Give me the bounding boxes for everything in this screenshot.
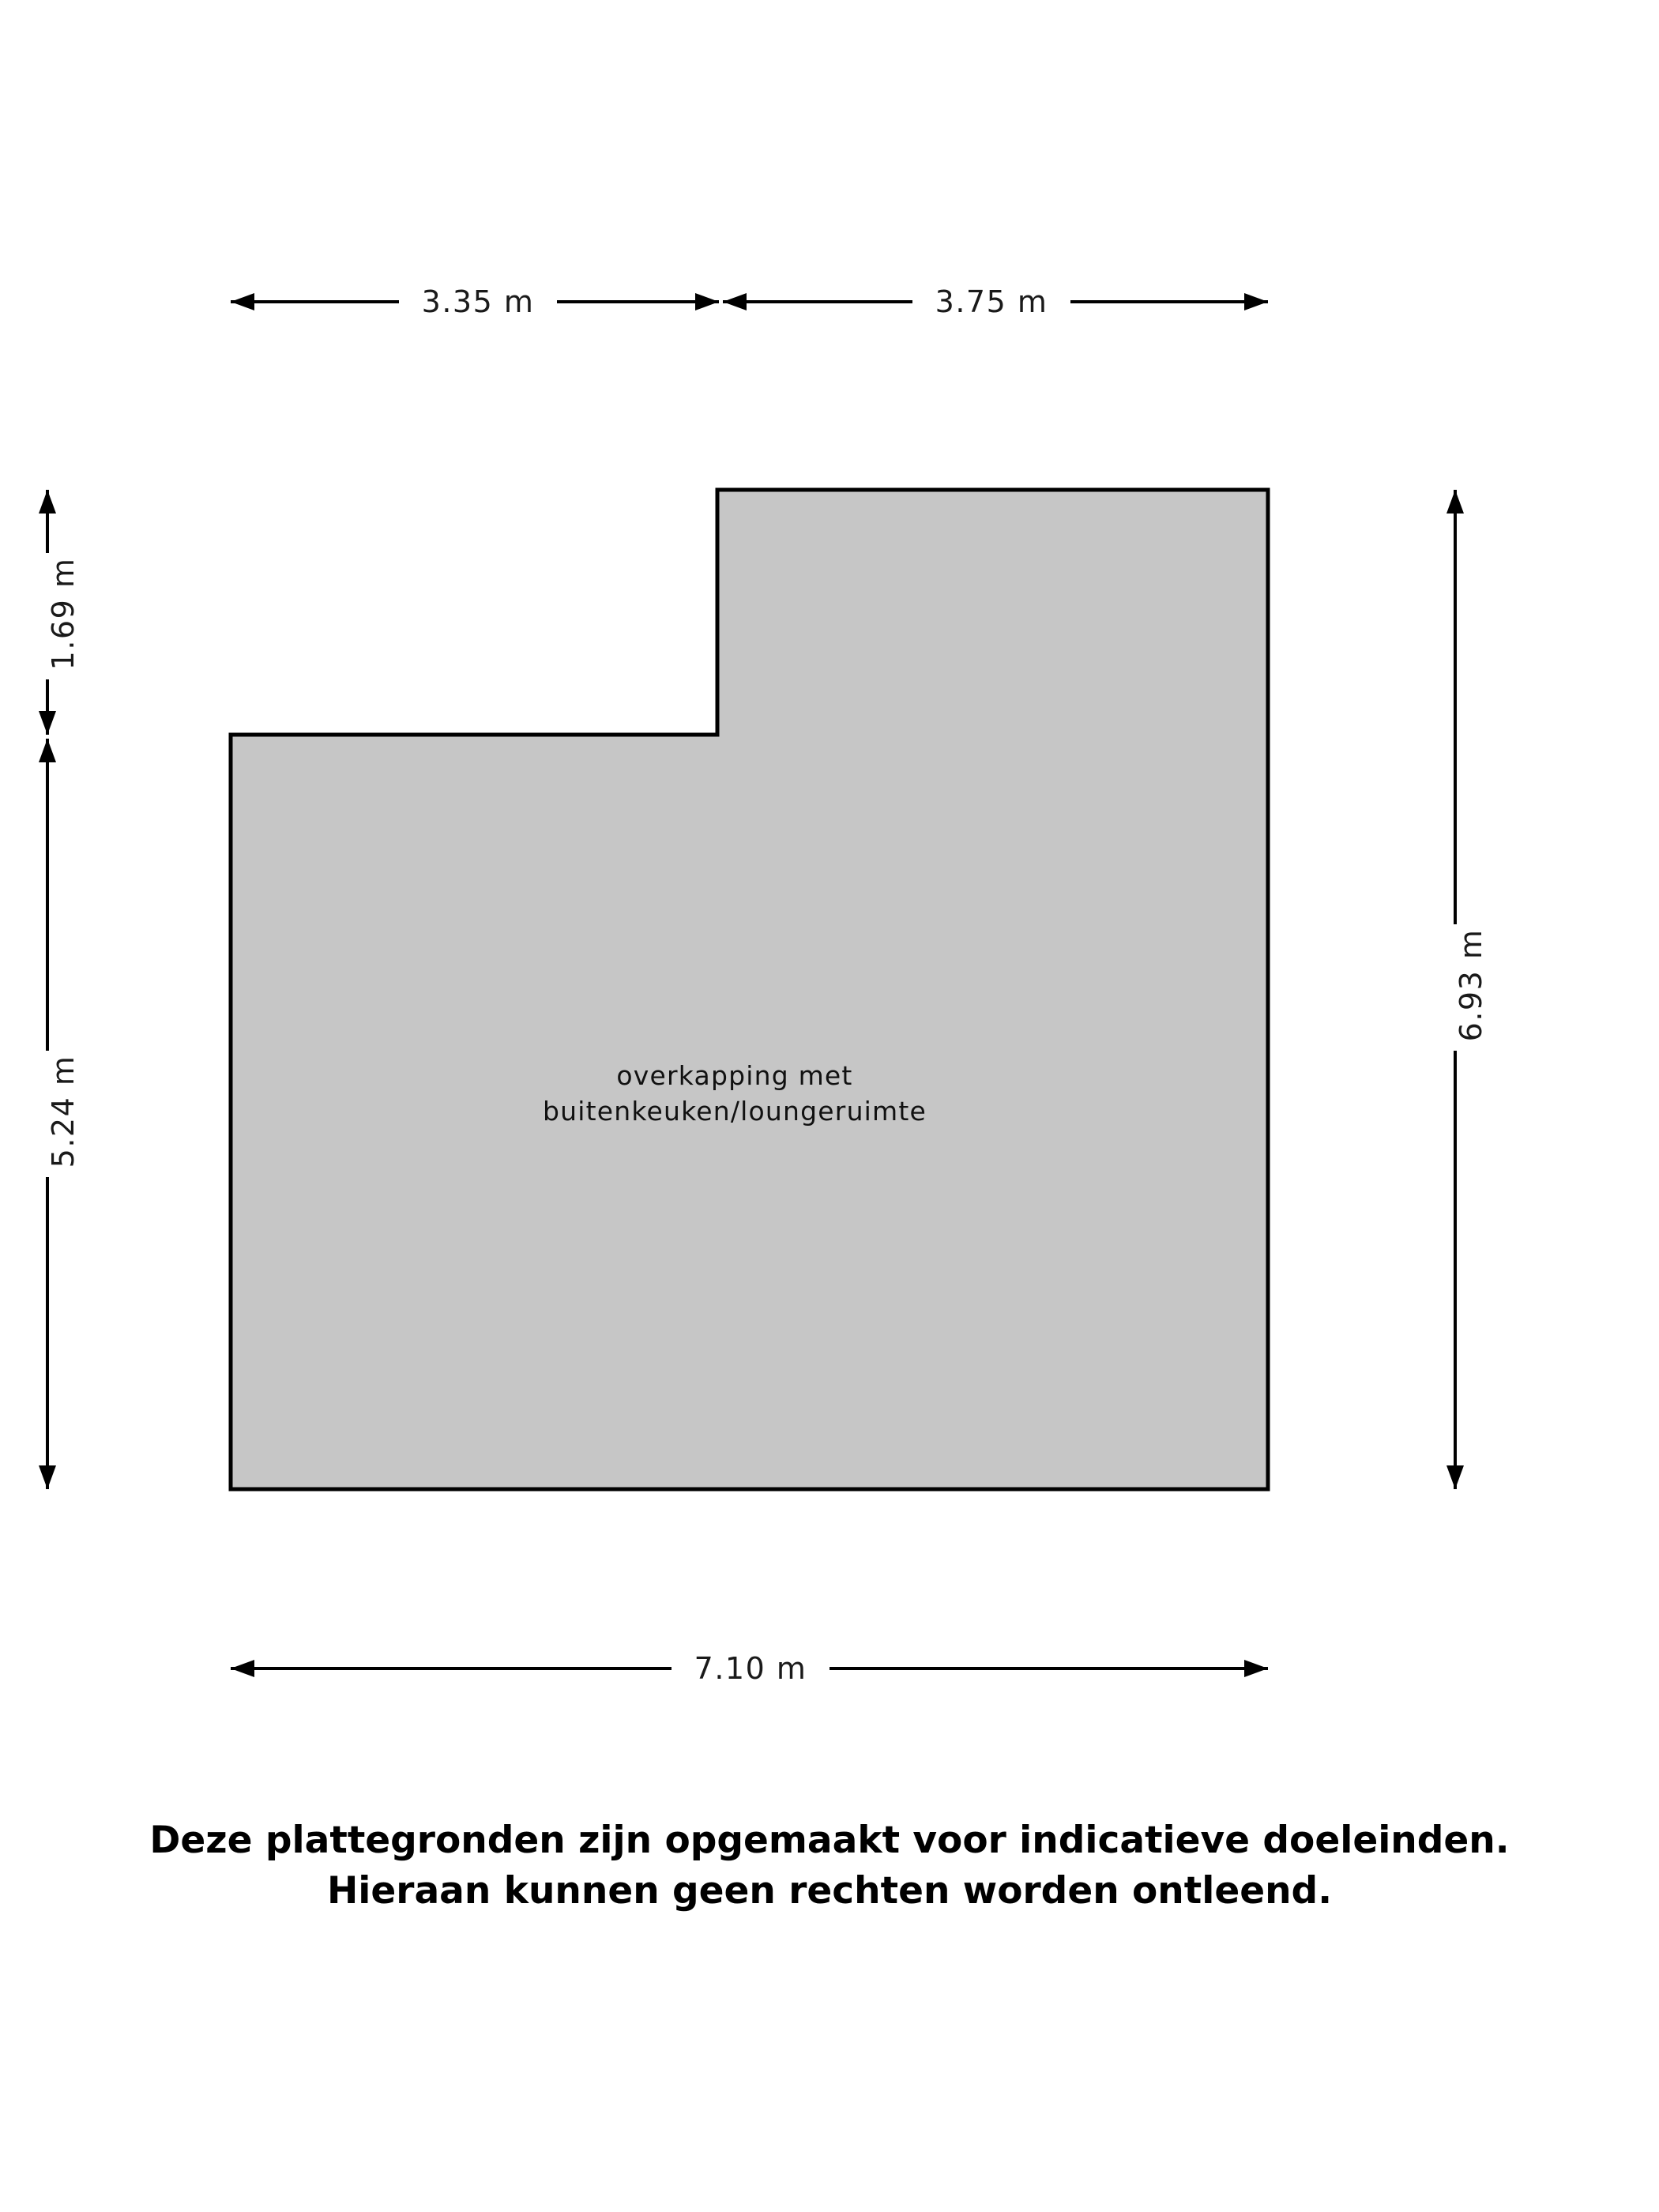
disclaimer-line-2: Hieraan kunnen geen rechten worden ontleend. <box>326 1869 1333 1913</box>
room-label-line-1: overkapping met <box>616 1060 853 1091</box>
dimension-label-bottom-total: 7.10 m <box>694 1651 807 1686</box>
dimension-label-left-lower: 5.24 m <box>46 1055 81 1168</box>
dimension-label-left-upper: 1.69 m <box>46 557 81 671</box>
room-label-overkapping <box>340 1059 1130 1129</box>
dimension-label-right-total: 6.93 m <box>1454 928 1488 1042</box>
dimension-label-top-left: 3.35 m <box>421 284 535 319</box>
disclaimer-line-1: Deze plattegronden zijn opgemaakt voor indicatieve doeleinden. <box>149 1819 1510 1862</box>
building-outline-shape <box>231 490 1268 1489</box>
room-label-line-2: buitenkeuken/loungeruimte <box>542 1095 927 1127</box>
dimension-label-top-right: 3.75 m <box>935 284 1048 319</box>
